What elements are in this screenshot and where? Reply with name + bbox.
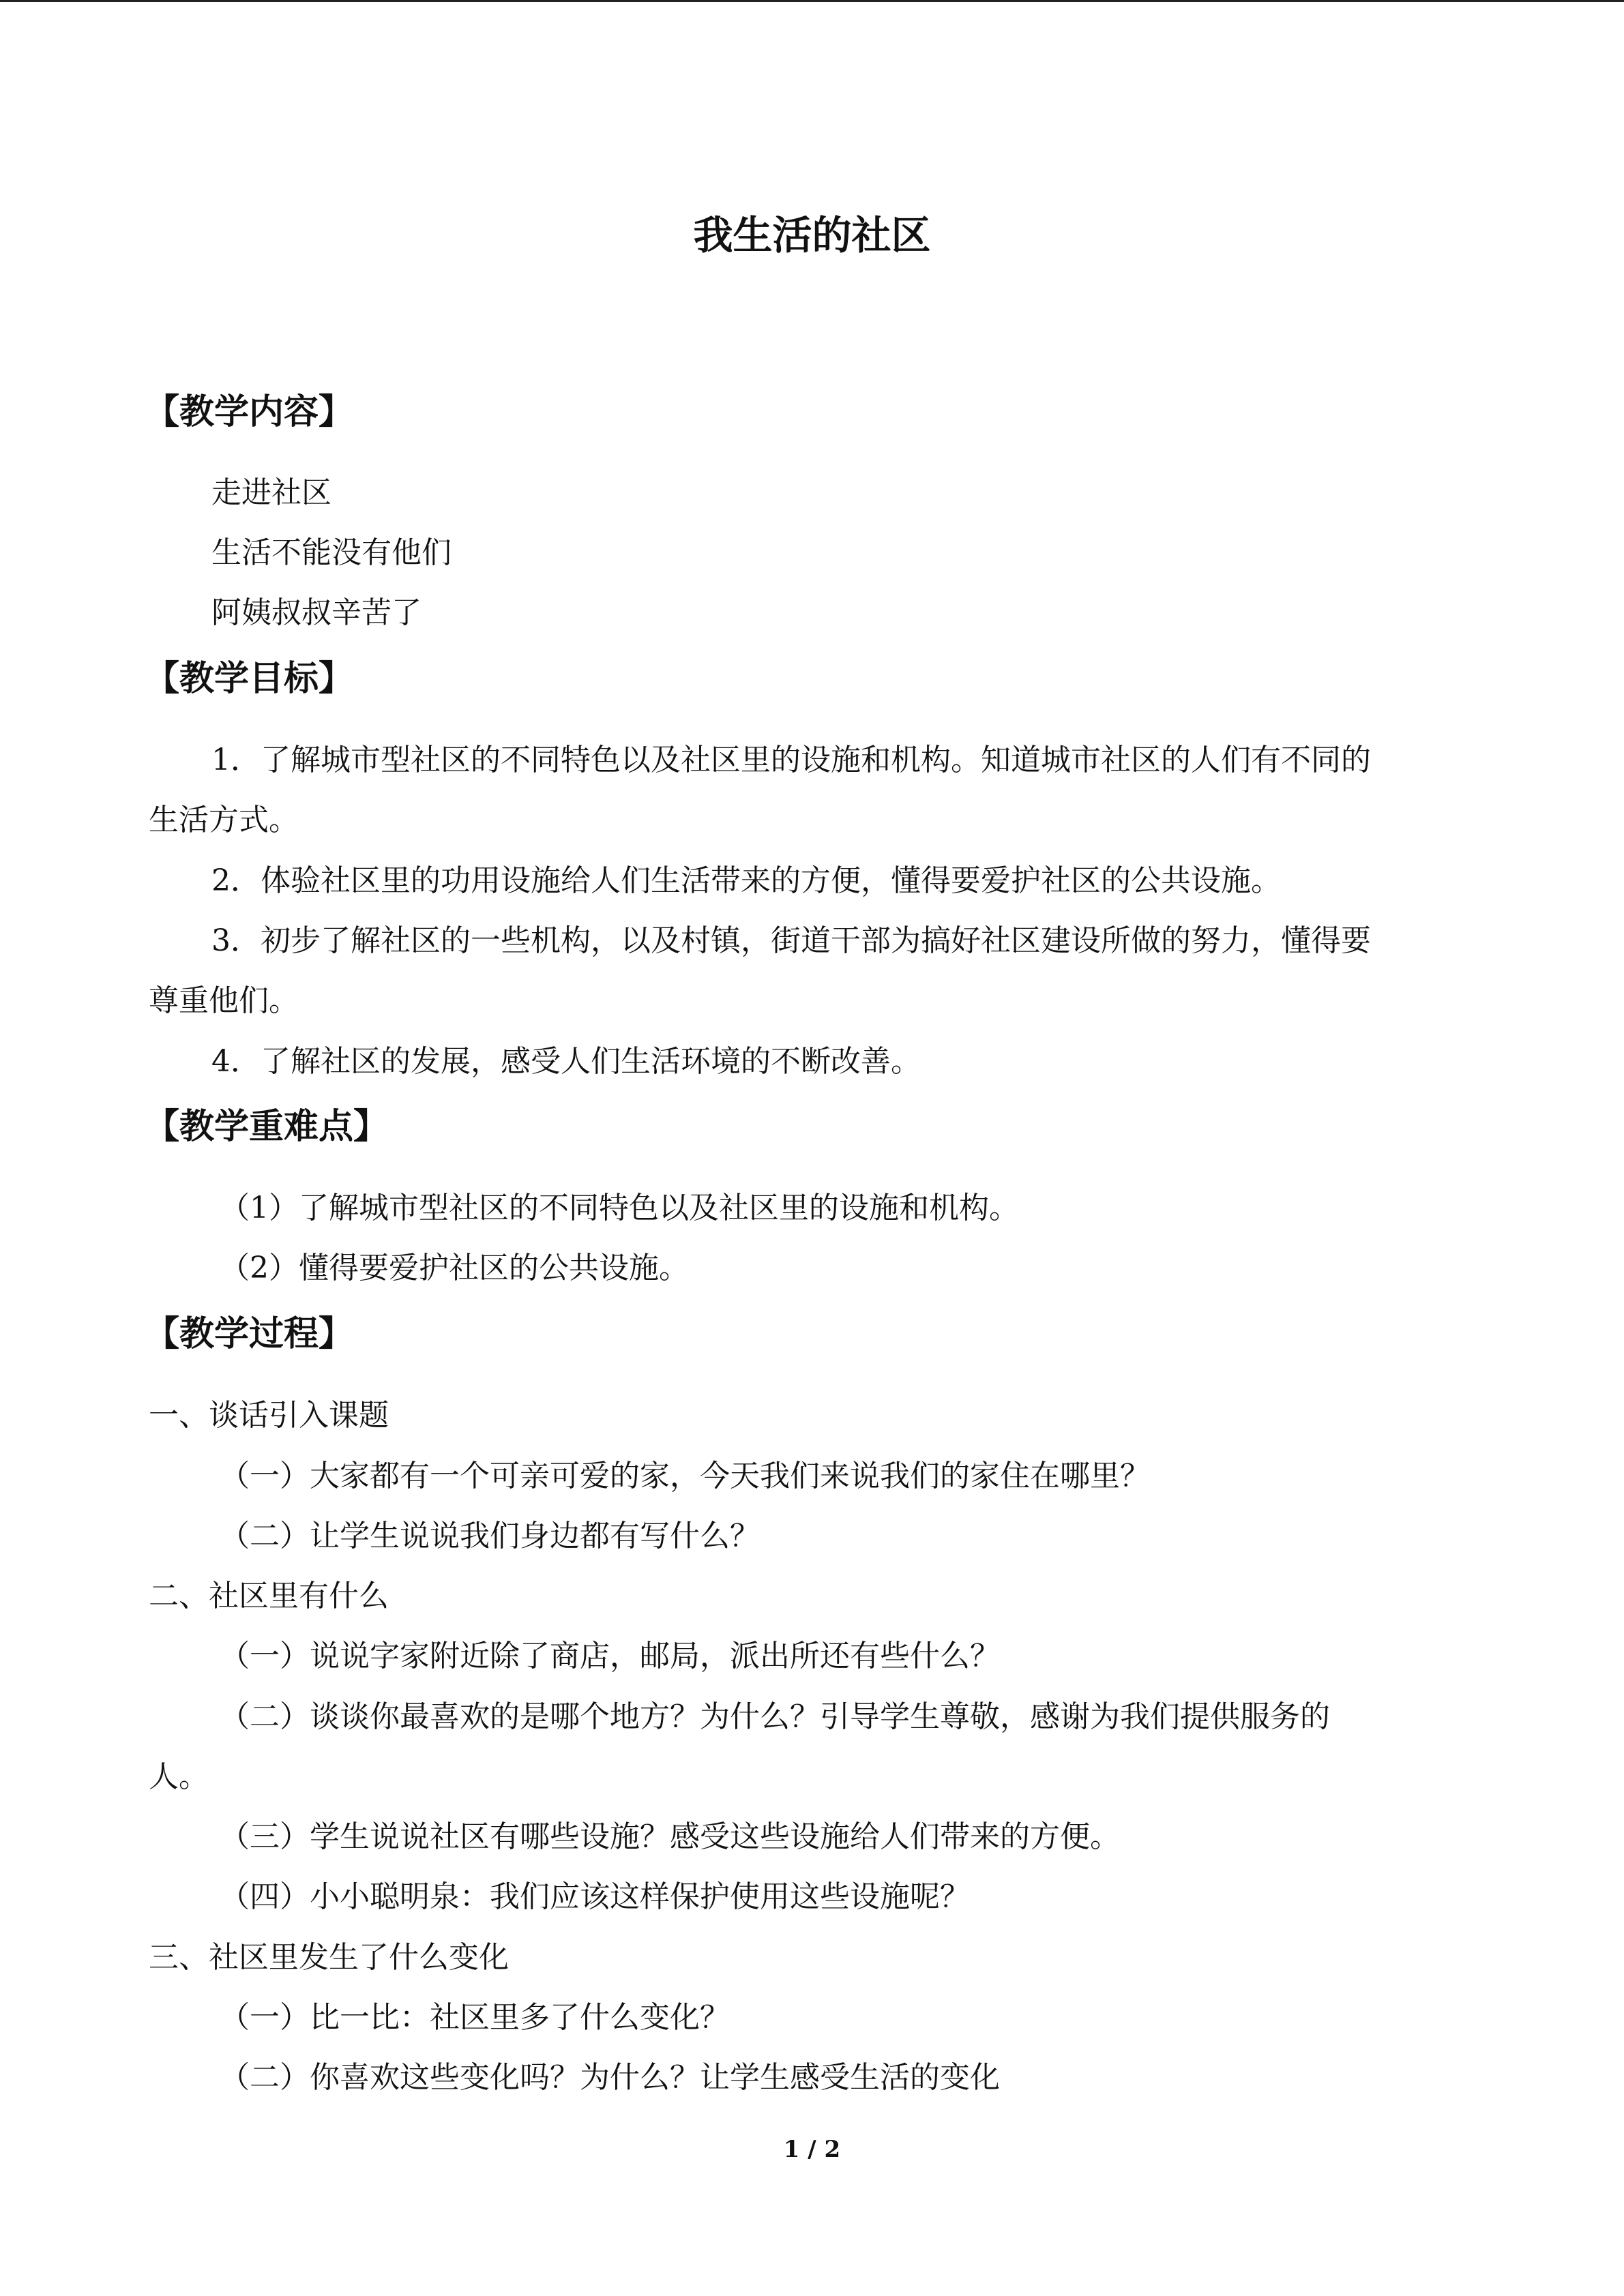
process-part-1-title: 一、谈话引入课题 xyxy=(149,1398,389,1433)
process-part-1-item: （一）大家都有一个可亲可爱的家，今天我们来说我们的家住在哪里？ xyxy=(220,1459,1150,1493)
process-part-2-item: （二）谈谈你最喜欢的是哪个地方？为什么？引导学生尊敬，感谢为我们提供服务的 xyxy=(220,1699,1330,1734)
document-title: 我生活的社区 xyxy=(693,212,931,258)
section-heading-process: 【教学过程】 xyxy=(145,1314,354,1354)
content-item: 阿姨叔叔辛苦了 xyxy=(211,595,422,630)
content-item: 走进社区 xyxy=(211,475,331,510)
page-top-border xyxy=(0,0,1624,2)
process-part-1-item: （二）让学生说说我们身边都有写什么？ xyxy=(220,1519,760,1553)
goal-item-3-continued: 尊重他们。 xyxy=(149,983,299,1018)
process-part-2-title: 二、社区里有什么 xyxy=(149,1579,389,1613)
goal-item-4: 4．了解社区的发展，感受人们生活环境的不断改善。 xyxy=(211,1044,921,1079)
section-heading-content: 【教学内容】 xyxy=(145,392,354,432)
page-number: 1 / 2 xyxy=(783,2136,841,2163)
process-part-3-item: （二）你喜欢这些变化吗？为什么？让学生感受生活的变化 xyxy=(220,2060,1000,2095)
process-part-2-item: （一）说说字家附近除了商店，邮局，派出所还有些什么？ xyxy=(220,1639,1000,1673)
goal-item-1-continued: 生活方式。 xyxy=(149,803,299,837)
section-heading-key-points: 【教学重难点】 xyxy=(145,1107,389,1147)
process-part-3-title: 三、社区里发生了什么变化 xyxy=(149,1940,509,1975)
key-point-item: （1）了解城市型社区的不同特色以及社区里的设施和机构。 xyxy=(220,1191,1019,1225)
content-item: 生活不能没有他们 xyxy=(211,535,452,570)
goal-item-2: 2．体验社区里的功用设施给人们生活带来的方便，懂得要爱护社区的公共设施。 xyxy=(211,863,1281,898)
section-heading-goals: 【教学目标】 xyxy=(145,659,354,699)
process-part-2-item: （四）小小聪明泉：我们应该这样保护使用这些设施呢？ xyxy=(220,1879,970,1914)
goal-item-3: 3．初步了解社区的一些机构，以及村镇，街道干部为搞好社区建设所做的努力，懂得要 xyxy=(211,923,1371,958)
goal-item-1: 1．了解城市型社区的不同特色以及社区里的设施和机构。知道城市社区的人们有不同的 xyxy=(211,743,1371,777)
process-part-2-item: （三）学生说说社区有哪些设施？感受这些设施给人们带来的方便。 xyxy=(220,1819,1120,1854)
process-part-2-item-continued: 人。 xyxy=(149,1759,209,1794)
key-point-item: （2）懂得要爱护社区的公共设施。 xyxy=(220,1251,689,1285)
process-part-3-item: （一）比一比：社区里多了什么变化？ xyxy=(220,2000,730,2035)
